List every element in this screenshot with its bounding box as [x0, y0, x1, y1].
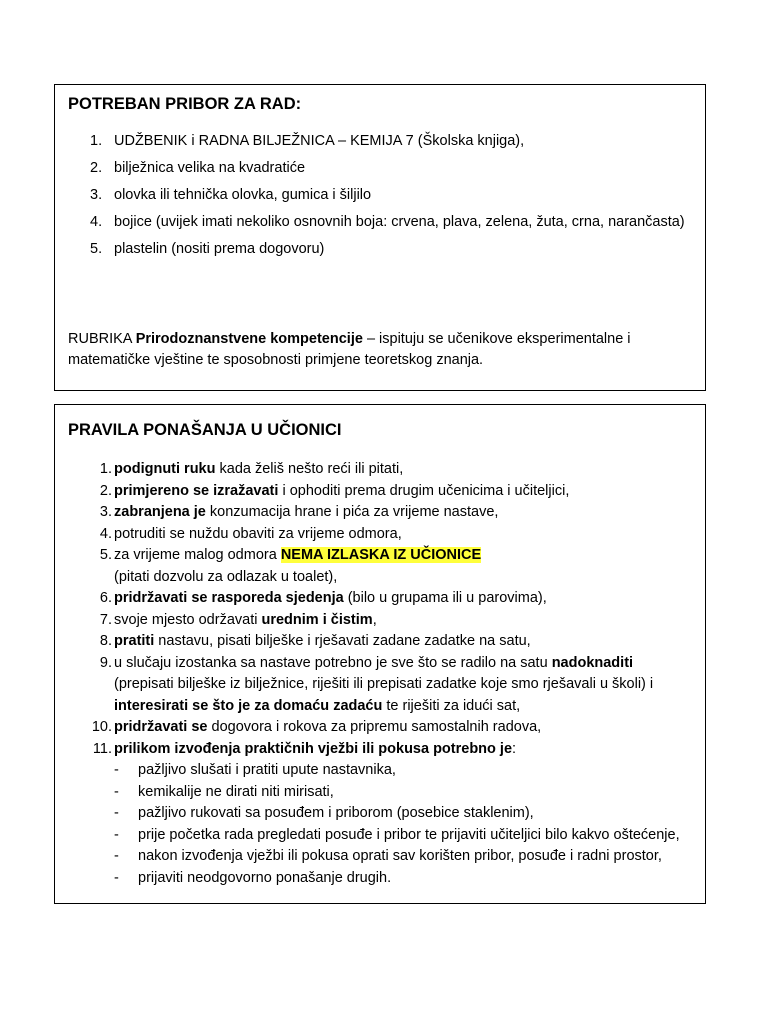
- supplies-title: POTREBAN PRIBOR ZA RAD:: [68, 95, 302, 113]
- item-text: potruditi se nuždu obaviti za vrijeme odmora,: [114, 525, 402, 542]
- sub-list-item: [114, 846, 700, 868]
- rules-list: [68, 459, 700, 889]
- item-number: 3.: [99, 504, 112, 520]
- list-item: [68, 653, 700, 718]
- item-bold: urednim i čistim: [261, 611, 373, 628]
- item-continuation: (prepisati bilješke iz bilježnice, riješiti ili prepisati zadatke koje smo rješavali u školi) i: [114, 676, 654, 692]
- list-item: [68, 717, 700, 739]
- sub-item-text: pažljivo rukovati sa posuđem i priborom (posebice staklenim),: [138, 805, 534, 821]
- list-item: [68, 459, 700, 481]
- item-bold: primjereno se izražavati: [114, 482, 279, 499]
- item-text: i ophoditi prema drugim učenicima i učiteljici,: [278, 482, 570, 499]
- item-text: dogovora i rokova za pripremu samostalnih radova,: [207, 719, 542, 735]
- item-text: kada želiš nešto reći ili pitati,: [215, 461, 404, 477]
- rubrika-bold: Prirodoznanstvene kompetencije: [135, 331, 363, 347]
- item-text: bojice (uvijek imati nekoliko osnovnih boja: crvena, plava, zelena, žuta, crna, narančasta): [114, 214, 685, 230]
- list-item: [68, 182, 688, 209]
- dash-bullet: -: [114, 783, 119, 800]
- item-bold: nadoknaditi: [551, 654, 634, 671]
- item-continuation: [114, 696, 700, 718]
- item-text: za vrijeme malog odmora: [114, 547, 281, 563]
- item-number: 3.: [90, 187, 103, 203]
- item-text: u slučaju izostanka sa nastave potrebno je sve što se radilo na satu: [114, 654, 552, 671]
- supplies-box: [54, 84, 706, 391]
- list-item: [68, 524, 700, 546]
- item-number: 4.: [99, 525, 112, 542]
- sub-item-text: kemikalije ne dirati niti mirisati,: [138, 783, 334, 800]
- item-text: olovka ili tehnička olovka, gumica i šiljilo: [114, 187, 372, 203]
- sub-list-item: [114, 825, 700, 847]
- supplies-list: [68, 128, 688, 263]
- rules-box: [54, 404, 706, 904]
- item-text: svoje mjesto održavati: [114, 611, 262, 628]
- item-number: 1.: [99, 461, 112, 477]
- list-item: [68, 481, 700, 503]
- dash-bullet: -: [114, 805, 119, 821]
- list-item: [68, 502, 700, 524]
- list-item: [68, 128, 688, 155]
- item-number: 10.: [91, 719, 112, 735]
- item-bold: zabranjena je: [114, 504, 206, 520]
- item-number: 4.: [90, 214, 103, 230]
- item-text: bilježnica velika na kvadratiće: [114, 160, 306, 176]
- list-item: [68, 588, 700, 610]
- list-item: [68, 610, 700, 632]
- item-continuation: (pitati dozvolu za odlazak u toalet),: [114, 568, 338, 585]
- sub-item-text: prije početka rada pregledati posuđe i pribor te prijaviti učiteljici bilo kakvo oštećenje,: [138, 826, 680, 843]
- item-text: te riješiti za idući sat,: [382, 697, 521, 714]
- sub-list-item: [114, 760, 700, 782]
- list-item: [68, 236, 688, 263]
- list-item: [68, 545, 700, 588]
- item-number: 2.: [99, 482, 112, 499]
- dash-bullet: -: [114, 848, 119, 864]
- sub-item-text: prijaviti neodgovorno ponašanje drugih.: [138, 869, 392, 886]
- sub-list-item: [114, 782, 700, 804]
- item-bold: pridržavati se: [114, 719, 208, 735]
- item-number: 5.: [90, 241, 103, 257]
- dash-bullet: -: [114, 869, 119, 886]
- item-number: 11.: [92, 740, 112, 757]
- item-bold: pratiti: [114, 633, 155, 649]
- item-text: konzumacija hrane i pića za vrijeme nastave,: [205, 504, 499, 520]
- item-text: (bilo u grupama ili u parovima),: [343, 590, 547, 606]
- item-bold: interesirati se što je za domaću zadaću: [114, 697, 383, 714]
- item-text: plastelin (nositi prema dogovoru): [114, 241, 325, 257]
- rubrika-paragraph: [68, 329, 688, 371]
- item-number: 7.: [99, 611, 112, 628]
- item-text: nastavu, pisati bilješke i rješavati zadane zadatke na satu,: [154, 633, 531, 649]
- rubrika-prefix: RUBRIKA: [68, 331, 136, 347]
- sub-list: [114, 760, 700, 889]
- item-bold: prilikom izvođenja praktičnih vježbi ili pokusa potrebno je: [114, 740, 513, 757]
- highlight-text: NEMA IZLASKA IZ UČIONICE: [280, 547, 482, 563]
- rubrika-rest: – ispituju se učenikove eksperimentalne i matematičke vještine te sposobnosti primjene teoretskog znanja.: [68, 331, 631, 368]
- sub-list-item: [114, 868, 700, 890]
- list-item: [68, 739, 700, 890]
- rules-title: PRAVILA PONAŠANJA U UČIONICI: [68, 421, 342, 439]
- item-number: 9.: [99, 654, 112, 671]
- item-number: 6.: [99, 590, 112, 606]
- list-item: [68, 155, 688, 182]
- item-text: ,: [372, 611, 377, 628]
- list-item: [68, 631, 700, 653]
- sub-list-item: [114, 803, 700, 825]
- item-number: 8.: [99, 633, 112, 649]
- dash-bullet: -: [114, 762, 119, 778]
- item-number: 2.: [90, 160, 103, 176]
- list-item: [68, 209, 688, 236]
- item-text: :: [512, 740, 517, 757]
- item-number: 1.: [90, 133, 103, 149]
- sub-item-text: nakon izvođenja vježbi ili pokusa oprati sav korišten pribor, posuđe i radni prostor,: [138, 848, 662, 864]
- dash-bullet: -: [114, 826, 119, 843]
- sub-item-text: pažljivo slušati i pratiti upute nastavnika,: [138, 762, 396, 778]
- item-text: UDŽBENIK i RADNA BILJEŽNICA – KEMIJA 7 (Školska knjiga),: [114, 133, 525, 149]
- item-number: 5.: [99, 547, 112, 563]
- item-bold: pridržavati se rasporeda sjedenja: [114, 590, 344, 606]
- item-bold: podignuti ruku: [114, 461, 216, 477]
